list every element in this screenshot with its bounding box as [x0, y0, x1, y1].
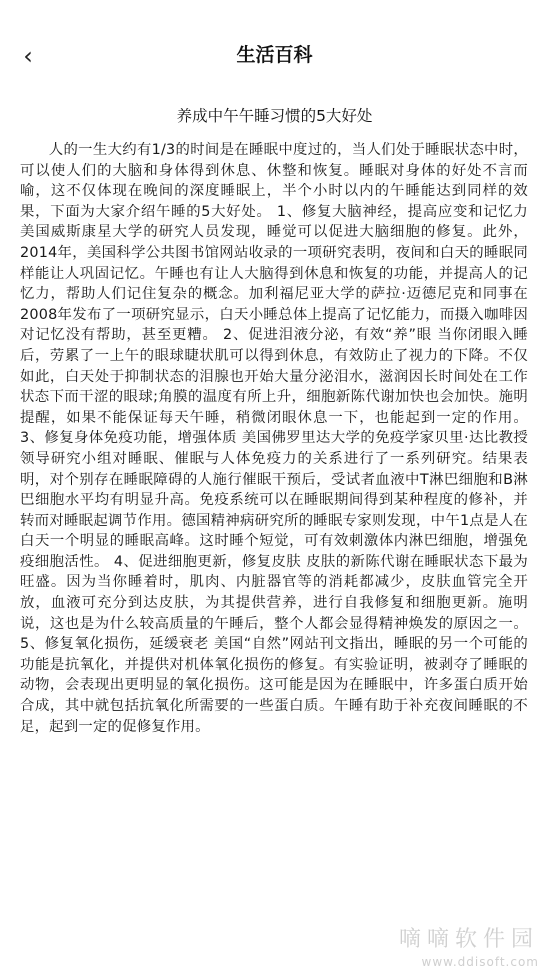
top-bar: [0, 0, 549, 104]
watermark-name: 嘀嘀软件园: [398, 927, 539, 952]
page-title: 生活百科: [236, 44, 313, 66]
article-body: 人的一生大约有1/3的时间是在睡眠中度过的，当人们处于睡眠状态中时，可以使人们的大脑和身体得到休息、休整和恢复。睡眠对身体的好处不言而喻，这不仅体现在晚间的深度睡眠上，半个小时以内的午睡能达到同样的效果，下面为大家介绍午睡的5大好处。 1、修复大脑神经，提高应变和记忆力 美国威斯康星大学的研究人员发现，睡觉可以促进大脑细胞的修复。此外，2014年，美国科学公共图书馆网站收录的一项研究表明，夜间和白天的睡眠同样能让人巩固记忆。午睡也有让人大脑得到休息和恢复的功能，并提高人的记忆力，帮助人们记住复杂的概念。加利福尼亚大学的萨拉·迈德尼克和同事在2008年发布了一项研究显示，白天小睡总体上提高了记忆能力，而摄入咖啡因对记忆没有帮助，甚至更糟。 2、促进泪液分泌，有效“养”眼 当你闭眼入睡后，劳累了一上午的眼球睫状肌可以得到休息，有效防止了视力的下降。不仅如此，白天处于抑制状态的泪腺也开始大量分泌泪水，滋润因长时间处在工作状态下而干涩的眼球;角膜的温度有所上升，细胞新陈代谢加快也会加快。施明提醒，如果不能保证每天午睡，稍微闭眼休息一下，也能起到一定的作用。 3、修复身体免疫功能，增强体质 美国佛罗里达大学的免疫学家贝里·达比教授领导研究小组对睡眠、催眠与人体免疫力的关系进行了一系列研究。结果表明，对个别存在睡眠障碍的人施行催眠干预后，受试者血液中T淋巴细胞和B淋巴细胞水平均有明显升高。免疫系统可以在睡眠期间得到某种程度的修补，并转而对睡眠起调节作用。德国精神病研究所的睡眠专家则发现，中午1点是人在白天一个明显的睡眠高峰。这时睡个短觉，可有效刺激体内淋巴细胞，增强免疫细胞活性。 4、促进细胞更新，修复皮肤 皮肤的新陈代谢在睡眠状态下最为旺盛。因为当你睡着时，肌肉、内脏器官等的消耗都减少，皮肤血管完全开放，血液可充分到达皮肤，为其提供营养，进行自我修复和细胞更新。施明说，这也是为什么较高质量的午睡后，整个人都会显得精神焕发的原因之一。 5、修复氧化损伤，延缓衰老 美国“自然”网站刊文指出，睡眠的另一个可能的功能是抗氧化，并提供对机体氧化损伤的修复。有实验证明，被剥夺了睡眠的动物，会表现出更明显的氧化损伤。这可能是因为在睡眠中，许多蛋白质开始合成，其中就包括抗氧化所需要的一些蛋白质。午睡有助于补充夜间睡眠的不足，起到一定的促修复作用。: [20, 142, 528, 735]
watermark-url: www.ddisoft.com: [421, 955, 539, 969]
watermark: [399, 922, 539, 969]
article-title: 养成中午午睡习惯的5大好处: [176, 107, 373, 125]
back-arrow-icon[interactable]: ‹: [23, 42, 33, 70]
